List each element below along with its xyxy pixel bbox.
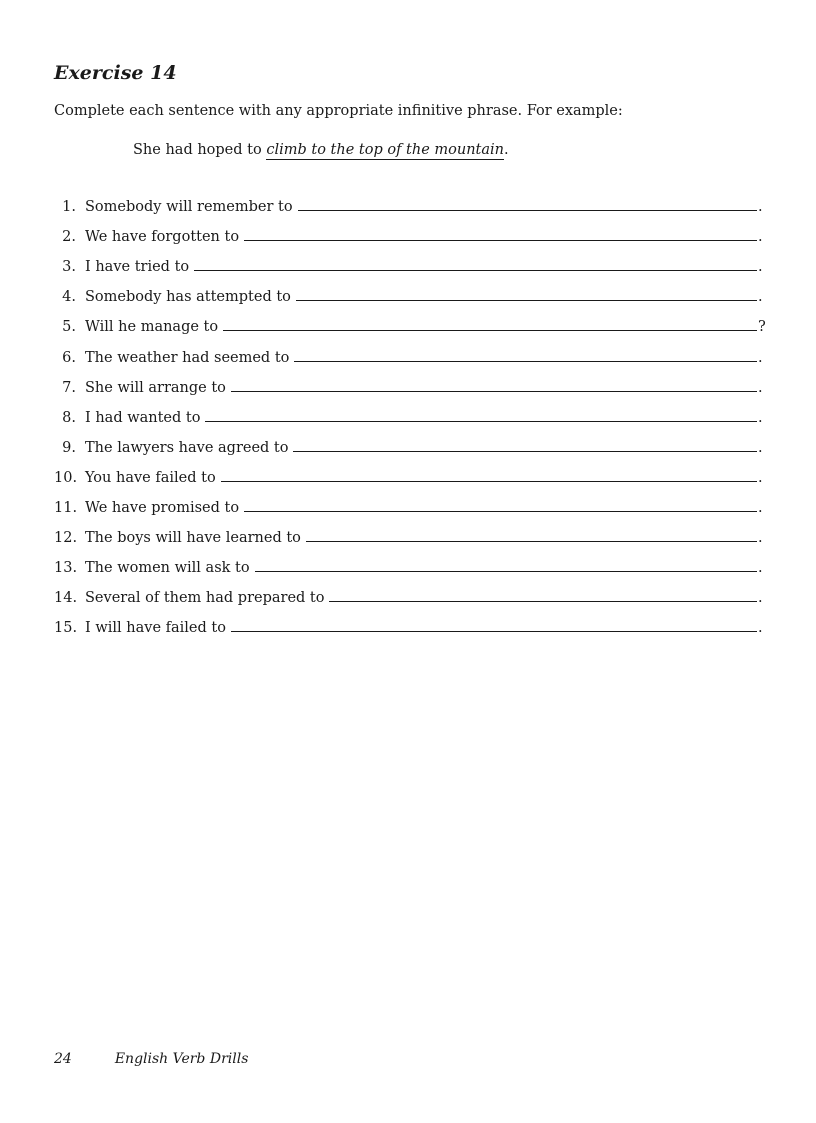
answer-blank[interactable] [244, 511, 757, 512]
answer-blank[interactable] [231, 391, 757, 392]
exercise-item-11 [54, 486, 766, 516]
answer-blank[interactable] [231, 631, 757, 632]
item-end-punctuation: . [758, 409, 763, 426]
answer-blank[interactable] [306, 541, 757, 542]
example-answer: climb to the top of the mountain [266, 142, 504, 158]
item-number: 3 . [54, 259, 76, 275]
exercise-item-6 [54, 335, 766, 365]
exercise-item-12 [54, 516, 766, 546]
item-number: 8 . [54, 410, 76, 426]
answer-blank[interactable] [298, 210, 757, 211]
item-number: 6 . [54, 350, 76, 366]
exercise-item-2 [54, 215, 766, 245]
item-number: 4 . [54, 289, 76, 305]
answer-blank[interactable] [255, 571, 757, 572]
item-number: 7 . [54, 380, 76, 396]
exercise-items [54, 185, 766, 636]
item-number: 14 . [54, 590, 76, 606]
answer-blank[interactable] [223, 330, 757, 331]
book-title: English Verb Drills [114, 1051, 249, 1067]
item-end-punctuation: . [758, 530, 763, 547]
answer-blank[interactable] [293, 451, 757, 452]
exercise-item-3 [54, 245, 766, 275]
exercise-item-14 [54, 576, 766, 606]
item-end-punctuation: . [758, 469, 763, 486]
answer-blank[interactable] [294, 361, 757, 362]
item-number: 2 . [54, 229, 76, 245]
answer-blank[interactable] [194, 270, 757, 271]
exercise-item-7 [54, 366, 766, 396]
example-sentence [133, 142, 509, 158]
exercise-item-9 [54, 426, 766, 456]
answer-blank[interactable] [296, 300, 757, 301]
answer-blank[interactable] [205, 421, 757, 422]
item-number: 9 . [54, 440, 76, 456]
item-prompt: Somebody has attempted to [85, 289, 291, 306]
item-prompt: We have forgotten to [85, 229, 240, 246]
answer-blank[interactable] [329, 601, 757, 602]
page-footer [54, 1051, 248, 1067]
instructions: Complete each sentence with any appropriate infinitive phrase. For example: [54, 103, 623, 119]
item-prompt: You have failed to [85, 469, 216, 486]
answer-blank[interactable] [244, 240, 757, 241]
exercise-item-10 [54, 456, 766, 486]
item-prompt: The lawyers have agreed to [85, 439, 289, 456]
example-stem: She had hoped to [133, 142, 262, 158]
item-end-punctuation: ? [758, 319, 766, 336]
item-number: 11 . [54, 500, 76, 516]
item-end-punctuation: . [758, 229, 763, 246]
exercise-item-5 [54, 305, 766, 335]
item-number: 10 . [54, 470, 76, 486]
item-prompt: I had wanted to [85, 409, 201, 426]
item-end-punctuation: . [758, 349, 763, 366]
item-prompt: The women will ask to [85, 560, 250, 577]
item-number: 1 . [54, 199, 76, 215]
item-end-punctuation: . [758, 590, 763, 607]
answer-blank[interactable] [221, 481, 757, 482]
item-end-punctuation: . [758, 199, 763, 216]
example-end: . [504, 142, 509, 158]
item-prompt: We have promised to [85, 500, 240, 517]
item-prompt: The weather had seemed to [85, 349, 290, 366]
item-end-punctuation: . [758, 560, 763, 577]
item-prompt: Somebody will remember to [85, 199, 293, 216]
item-number: 12 . [54, 530, 76, 546]
item-prompt: I will have failed to [85, 620, 226, 637]
exercise-item-1 [54, 185, 766, 215]
item-prompt: She will arrange to [85, 379, 226, 396]
item-number: 13 . [54, 560, 76, 576]
item-end-punctuation: . [758, 259, 763, 276]
item-end-punctuation: . [758, 439, 763, 456]
item-end-punctuation: . [758, 379, 763, 396]
item-end-punctuation: . [758, 620, 763, 637]
exercise-title: Exercise 14 [54, 62, 177, 84]
item-number: 15 . [54, 620, 76, 636]
item-prompt: Will he manage to [85, 319, 219, 336]
exercise-item-4 [54, 275, 766, 305]
item-prompt: Several of them had prepared to [85, 590, 325, 607]
item-prompt: The boys will have learned to [85, 530, 301, 547]
item-prompt: I have tried to [85, 259, 190, 276]
item-end-punctuation: . [758, 500, 763, 517]
exercise-item-13 [54, 546, 766, 576]
exercise-item-15 [54, 606, 766, 636]
item-number: 5 . [54, 319, 76, 335]
exercise-item-8 [54, 396, 766, 426]
item-end-punctuation: . [758, 289, 763, 306]
page-number: 24 [54, 1051, 72, 1067]
